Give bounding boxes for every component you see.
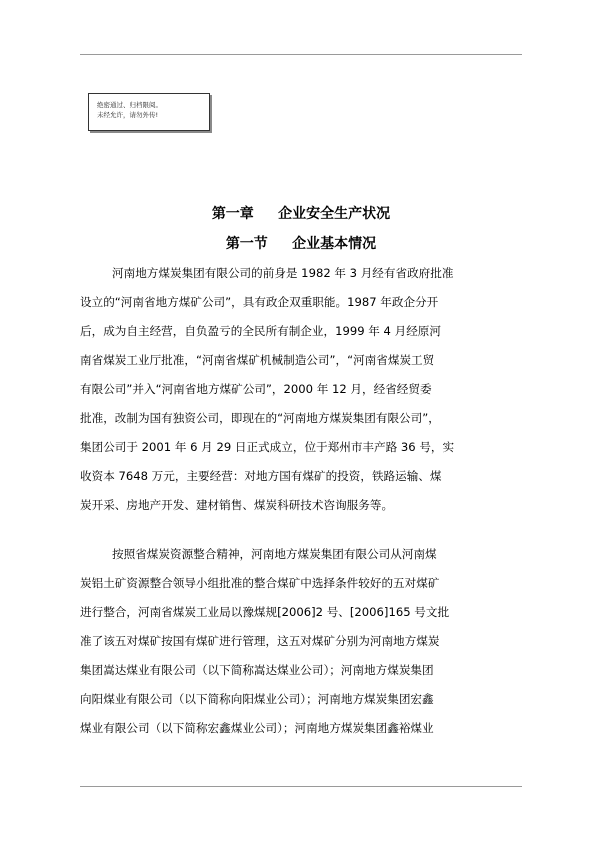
section-title: 第一节 企业基本情况 [225,236,377,252]
paragraph-1-line: 河南地方煤炭集团有限公司的前身是 1982 年 3 月经有省政府批准 [112,266,454,280]
paragraph-1-line: 炭开采、房地产开发、建材销售、煤炭科研技术咨询服务等。 [80,498,394,512]
paragraph-2-line: 炭铝土矿资源整合领导小组批准的整合煤矿中选择条件较好的五对煤矿 [80,576,440,590]
paragraph-2-line: 进行整合，河南省煤炭工业局以豫煤规[2006]2 号、[2006]165 号文批 [80,605,450,619]
paragraph-1-line: 有限公司”并入“河南省地方煤矿公司”，2000 年 12 月，经省经贸委 [80,382,432,396]
paragraph-2-line: 向阳煤业有限公司（以下简称向阳煤业公司）；河南地方煤炭集团宏鑫 [80,692,434,706]
paragraph-1-line: 设立的“河南省地方煤矿公司”，具有政企双重职能。1987 年政企分开 [80,295,439,309]
confidential-stamp [88,93,210,131]
paragraph-2-line: 按照省煤炭资源整合精神，河南地方煤炭集团有限公司从河南煤 [112,547,437,561]
header-rule [80,54,522,55]
paragraph-1-line: 集团公司于 2001 年 6 月 29 日正式成立，位于郑州市丰产路 36 号，实 [80,440,455,454]
stamp-line-1: 绝密通过、归档限阅。 [97,101,162,109]
paragraph-1-line: 后，成为自主经营，自负盈亏的全民所有制企业，1999 年 4 月经原河 [80,324,441,338]
paragraph-2-line: 煤业有限公司（以下简称宏鑫煤业公司）；河南地方煤炭集团鑫裕煤业 [80,721,434,735]
paragraph-2-line: 准了该五对煤矿按国有煤矿进行管理，这五对煤矿分别为河南地方煤炭 [80,634,440,648]
paragraph-1-line: 批准，改制为国有独资公司，即现在的“河南地方煤炭集团有限公司”， [80,411,440,425]
chapter-title: 第一章 企业安全生产状况 [211,206,391,222]
footer-rule [80,786,522,787]
paragraph-1-line: 南省煤炭工业厅批准，“河南省煤矿机械制造公司”，“河南省煤炭工贸 [80,353,435,367]
paragraph-1-line: 收资本 7648 万元，主要经营：对地方国有煤矿的投资，铁路运输、煤 [80,469,442,483]
paragraph-2-line: 集团嵩达煤业有限公司（以下简称嵩达煤业公司）；河南地方煤炭集团 [80,663,434,677]
stamp-line-2: 未经允许，请勿外传! [97,111,159,119]
